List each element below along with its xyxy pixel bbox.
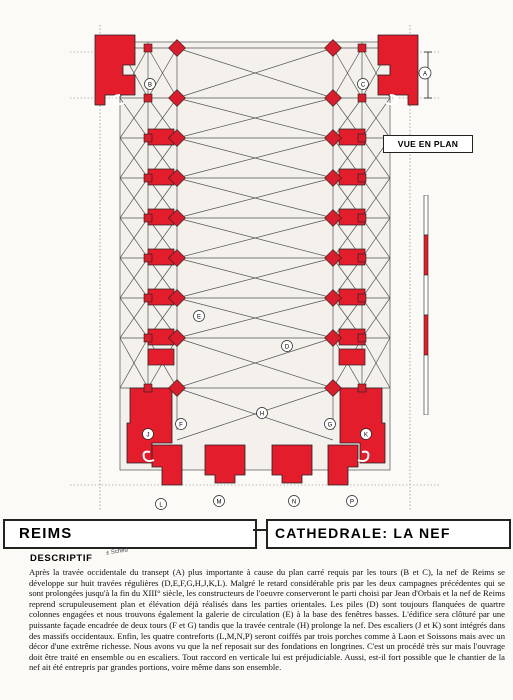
- aisle-pier: [358, 384, 366, 392]
- title-right-box: [266, 519, 511, 549]
- aisle-pier: [144, 334, 152, 342]
- aisle-pier: [358, 44, 366, 52]
- aisle-pier: [358, 174, 366, 182]
- label-n: N: [291, 499, 297, 506]
- aisle-pier: [144, 294, 152, 302]
- aisle-pier: [144, 134, 152, 142]
- scale-bar: [419, 195, 433, 415]
- aisle-pier: [358, 254, 366, 262]
- aisle-pier: [358, 334, 366, 342]
- aisle-pier: [144, 384, 152, 392]
- aisle-pier: [358, 94, 366, 102]
- buttress-n: [272, 445, 312, 483]
- label-k: K: [363, 432, 369, 439]
- label-p: P: [349, 499, 355, 506]
- handwritten-note: ± Sched: [105, 547, 129, 557]
- aisle-pier: [358, 294, 366, 302]
- aisle-pier: [144, 214, 152, 222]
- description-text: Après la travée occidentale du transept (A) plus importante à cause du plan carré requis par les tours (B et C), la nef de Reims se développe sur huit travées régulières (D,E,F,G,H,J,K,L). Malgré le retard considérable pris par les deux campagnes précédentes qui se sont prolongées jusqu'à la fin du XIII° siècle, les constructeurs de l'oeuvre conserveront le parti choisi par Jean d'Orbais et la nef de Reims reprend scrupuleusement plan et élévation déjà réalisés dans les parties orientales. Les piles (D) sont toujours flanquées de quartre colonnes engagées et nous trouvons également la galerie de circulation (E) à la base des fenêtres basses. L'édifice sera clôturé par une puissante façade encadrée de deux tours (F et G) tandis que la travée centrale (H) prolonge la nef. Des escaliers (J et K) sont intégrés dans des massifs occidentaux. Enfin, les quatre contreforts (L,M,N,P) seront coiffés par trois porches comme à Laon et Soissons mais avec un décor d'une extrême richesse. Nous avons vu que la nef reposait sur des fondations en longrines. C'est un procédé très sur mais l'ouvrage doit être traité en ensemble ou en escaliers. Tout raccord en verticale lui est préjudiciable. Aussi, est-il fort possible que le chantier de la nef ait été entrepris par grandes portions, voire même dans son ensemble.: [29, 567, 505, 673]
- view-label: VUE EN PLAN: [383, 135, 473, 153]
- aisle-pier: [144, 254, 152, 262]
- label-g: G: [327, 422, 333, 429]
- title-connector: [253, 529, 266, 531]
- aisle-pier: [144, 174, 152, 182]
- buttress-m: [205, 445, 245, 483]
- label-l: L: [159, 502, 163, 509]
- title-left-box: [3, 519, 257, 549]
- title-bar: [0, 519, 513, 547]
- aisle-pier: [358, 134, 366, 142]
- label-h: H: [259, 411, 265, 418]
- label-a: A: [422, 71, 428, 78]
- buttress-right: [339, 349, 365, 365]
- title-left: REIMS: [19, 525, 73, 542]
- aisle-pier: [144, 94, 152, 102]
- aisle-pier: [358, 214, 366, 222]
- label-c: C: [360, 82, 366, 89]
- buttress-left: [148, 349, 174, 365]
- label-d: D: [284, 344, 290, 351]
- label-b: B: [147, 82, 153, 89]
- section-heading: DESCRIPTIF: [30, 553, 93, 564]
- aisle-pier: [144, 44, 152, 52]
- title-right: CATHEDRALE: LA NEF: [275, 525, 451, 541]
- buttress-l: [152, 445, 182, 485]
- label-e: E: [196, 314, 202, 321]
- label-j: J: [146, 432, 150, 439]
- buttress-p: [328, 445, 358, 485]
- label-m: M: [216, 499, 222, 506]
- label-f: F: [179, 422, 183, 429]
